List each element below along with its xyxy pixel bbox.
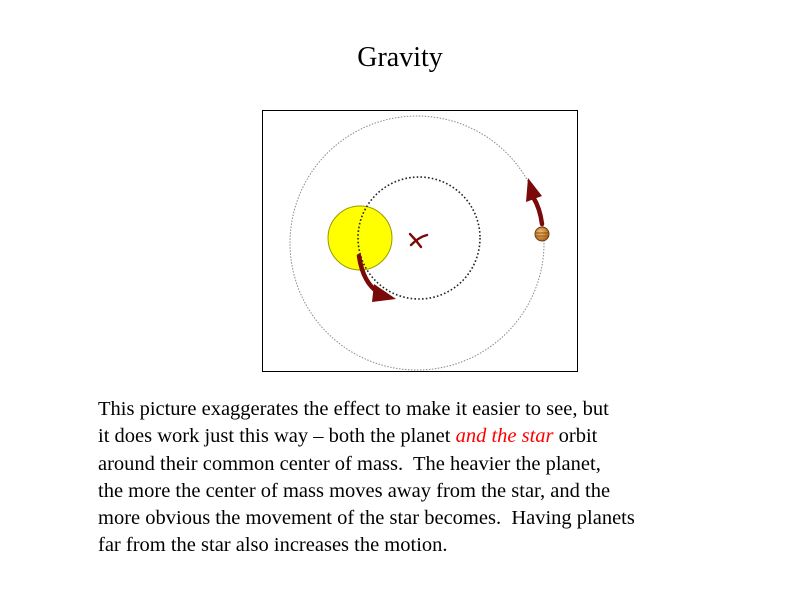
caption-line: around their common center of mass. The heavier the planet, [98,452,601,475]
planet-motion-arrow [526,178,542,224]
caption-line: more obvious the movement of the star becomes. Having planets [98,507,635,530]
caption-text-segment: orbit [553,425,598,448]
highlighted-phrase: and the star [455,425,554,448]
caption-line: far from the star also increases the motion. [98,534,448,557]
orbit-diagram-svg [263,111,579,373]
planet [535,227,549,241]
caption-text [98,396,778,560]
center-of-mass-marker [410,234,427,247]
caption-line: This picture exaggerates the effect to make it easier to see, but [98,398,609,420]
slide-title: Gravity [357,42,443,73]
caption-text-segment: it does work just this way – both the planet [98,425,456,448]
caption-line: the more the center of mass moves away from the star, and the [98,479,611,502]
caption-line [98,423,778,450]
orbit-diagram [262,110,578,372]
